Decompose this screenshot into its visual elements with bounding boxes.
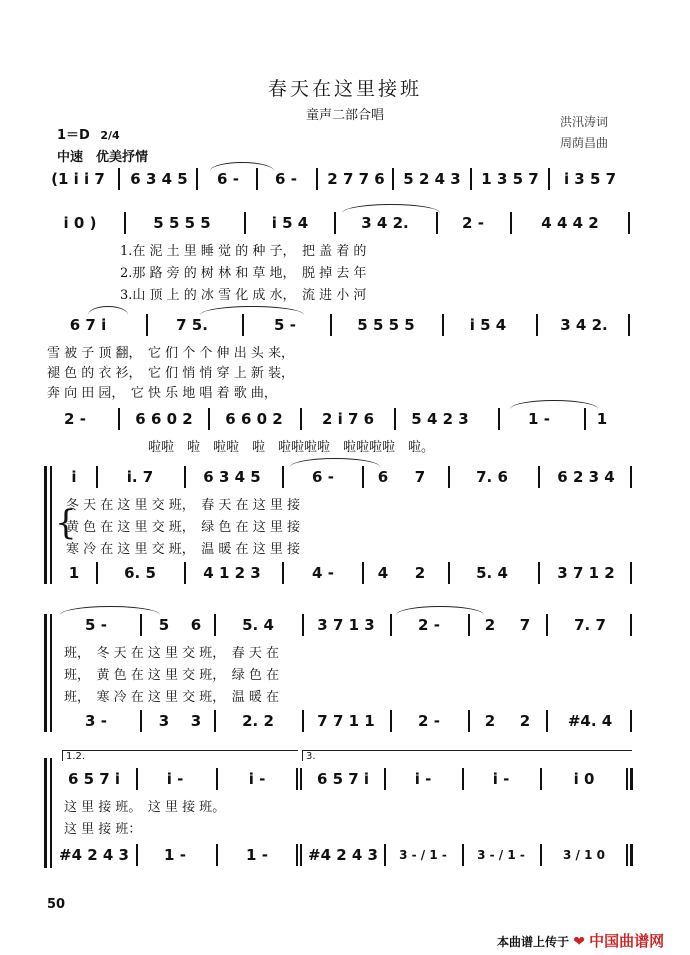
time-signature: 2/4 [100, 129, 120, 142]
measure: 2 [519, 712, 531, 730]
measure: 5. 4 [476, 564, 508, 582]
barline [282, 562, 284, 584]
barline [316, 168, 318, 190]
measure: 3 4 2. [361, 214, 409, 232]
barline [448, 466, 450, 488]
barline [462, 768, 464, 790]
barline [208, 408, 210, 430]
measure: 6 6 0 2 [135, 410, 193, 428]
barline [630, 710, 632, 732]
barline [540, 768, 542, 790]
measure: 7. 6 [476, 468, 508, 486]
measure: 6 6 0 2 [225, 410, 283, 428]
measure: 7 5. [176, 316, 208, 334]
barline [118, 408, 120, 430]
tie [342, 204, 440, 213]
measure: #4. 4 [567, 712, 613, 730]
barline [256, 168, 258, 190]
barline [136, 844, 138, 866]
lyric-line: 奔 向 田 园， 它 快 乐 地 唱 着 歌 曲， [47, 386, 277, 401]
barline [546, 614, 548, 636]
measure: 2 - [462, 214, 484, 232]
barline [302, 614, 304, 636]
measure: #4 2 4 3 [59, 846, 129, 864]
barline [216, 844, 218, 866]
lyric-brace: { [55, 503, 77, 543]
measure: 2. 2 [242, 712, 274, 730]
tie [60, 606, 160, 615]
barline [300, 408, 302, 430]
upload-footer [497, 930, 664, 951]
song-title: 春天在这里接班 [267, 78, 422, 100]
barline [390, 710, 392, 732]
measure: 2 [484, 616, 496, 634]
measure: i 0 [573, 770, 595, 788]
measure: 6 5 7 i [67, 770, 121, 788]
measure: 5 - [274, 316, 296, 334]
lyric-line: 这 里 接 班： [64, 822, 142, 837]
lyric-line: 冬 天 在 这 里 交 班， 春 天 在 这 里 接 [66, 498, 300, 513]
measure: 6 [190, 616, 202, 634]
barline [244, 212, 246, 234]
measure: 2 - [418, 712, 440, 730]
tempo-marking: 中速 优美抒情 [57, 150, 149, 165]
final-barline [626, 768, 628, 790]
lyric-line: 啦啦 啦 啦啦 啦 啦啦啦啦 啦啦啦啦 啦。 [148, 440, 435, 455]
system-bracket [44, 466, 47, 584]
measure: 2 - [64, 410, 86, 428]
tie [510, 400, 598, 409]
measure: i 5 4 [469, 316, 507, 334]
measure: 1 - [246, 846, 268, 864]
lyric-line: 班， 冬 天 在 这 里 交 班， 春 天 在 [64, 646, 280, 661]
measure: 6 - [217, 170, 239, 188]
measure: 3 7 1 3 [317, 616, 375, 634]
lyric-line: 2.那 路 旁 的 树 林 和 草 地， 脱 掉 去 年 [120, 266, 367, 281]
lyric-line: 寒 冷 在 这 里 交 班， 温 暖 在 这 里 接 [66, 542, 300, 557]
measure: 1 [596, 410, 608, 428]
volta-second-ending: 3. [302, 750, 632, 761]
barline [118, 168, 120, 190]
lyric-line: 班， 寒 冷 在 这 里 交 班， 温 暖 在 [64, 690, 280, 705]
barline [394, 408, 396, 430]
measure: 5 5 5 5 [357, 316, 415, 334]
barline [140, 614, 142, 636]
barline [630, 562, 632, 584]
measure: 4 [377, 564, 389, 582]
tie [200, 306, 304, 315]
barline [242, 314, 244, 336]
system-line [50, 466, 52, 584]
lyric-line: 这 里 接 班。 这 里 接 班。 [64, 800, 226, 815]
barline [468, 614, 470, 636]
lyric-line: 雪 被 子 顶 翻， 它 们 个 个 伸 出 头 来， [47, 346, 294, 361]
barline [146, 314, 148, 336]
barline [214, 614, 216, 636]
barline [362, 562, 364, 584]
lyric-line: 褪 色 的 衣 衫， 它 们 悄 悄 穿 上 新 装， [47, 366, 294, 381]
barline [470, 168, 472, 190]
measure: 2 [484, 712, 496, 730]
measure: 7. 7 [574, 616, 606, 634]
lyric-line: 黄 色 在 这 里 交 班， 绿 色 在 这 里 接 [66, 520, 300, 535]
measure: i - [492, 770, 510, 788]
measure: 3 - [85, 712, 107, 730]
measure: i 3 5 7 [563, 170, 617, 188]
measure: i 0 ) [63, 214, 97, 232]
barline [540, 844, 542, 866]
barline [468, 710, 470, 732]
barline [196, 168, 198, 190]
barline [628, 314, 630, 336]
volta-first-ending: 1.2. [62, 750, 298, 761]
measure: 3 [158, 712, 170, 730]
measure: 4 4 4 2 [541, 214, 599, 232]
measure: 7 [519, 616, 531, 634]
barline [184, 562, 186, 584]
lyric-line: 3.山 顶 上 的 冰 雪 化 成 水， 流 进 小 河 [120, 288, 367, 303]
measure: i 5 4 [271, 214, 309, 232]
measure: 3 - / 1 - [477, 848, 525, 862]
measure: 6 3 4 5 [130, 170, 188, 188]
barline [538, 466, 540, 488]
final-barline-thick [630, 844, 633, 866]
page-number: 50 [47, 897, 66, 912]
measure: #4 2 4 3 [308, 846, 378, 864]
measure: 6 5 7 i [316, 770, 370, 788]
measure: 5 [158, 616, 170, 634]
barline [296, 844, 298, 866]
measure: i - [166, 770, 184, 788]
footer-brand[interactable]: 中国曲谱网 [589, 932, 665, 950]
barline [546, 710, 548, 732]
barline [442, 314, 444, 336]
barline [390, 614, 392, 636]
barline [630, 466, 632, 488]
barline [214, 710, 216, 732]
composer-credit: 周荫昌曲 [560, 136, 609, 150]
song-subtitle: 童声二部合唱 [305, 108, 384, 123]
barline [362, 466, 364, 488]
system-line [50, 758, 52, 868]
barline [548, 168, 550, 190]
brand-logo-icon: ❤ [573, 934, 585, 950]
measure: 1 3 5 7 [481, 170, 539, 188]
barline [96, 562, 98, 584]
barline [302, 710, 304, 732]
measure: 5. 4 [242, 616, 274, 634]
barline [140, 710, 142, 732]
barline [136, 768, 138, 790]
barline [384, 844, 386, 866]
measure: 6 - [275, 170, 297, 188]
measure: 3 / 1 0 [563, 848, 605, 862]
system-bracket [44, 614, 47, 732]
measure: 2 - [418, 616, 440, 634]
measure: i [71, 468, 77, 486]
barline [628, 212, 630, 234]
barline [498, 408, 500, 430]
measure: 6 7 i [69, 316, 107, 334]
key-label: 1＝D [57, 128, 90, 143]
lyric-line: 1.在 泥 土 里 睡 觉 的 种 子， 把 盖 着 的 [120, 244, 367, 259]
measure: 1 [68, 564, 80, 582]
measure: 3 - / 1 - [399, 848, 447, 862]
measure: 6 2 3 4 [557, 468, 615, 486]
barline [184, 466, 186, 488]
barline [584, 408, 586, 430]
system-bracket [44, 758, 47, 868]
barline [436, 212, 438, 234]
footer-text: 本曲谱上传于 [497, 935, 570, 949]
barline [448, 562, 450, 584]
tie [290, 458, 380, 467]
measure: 6 3 4 5 [203, 468, 261, 486]
measure: 5 4 2 3 [411, 410, 469, 428]
measure: 6. 5 [124, 564, 156, 582]
tie [396, 606, 484, 615]
barline [510, 212, 512, 234]
barline [124, 212, 126, 234]
barline [282, 466, 284, 488]
barline [334, 212, 336, 234]
barline [392, 168, 394, 190]
measure: 4 - [312, 564, 334, 582]
measure: 6 [377, 468, 389, 486]
barline [536, 314, 538, 336]
system-line [50, 614, 52, 732]
slur [88, 306, 128, 315]
measure: 3 7 1 2 [557, 564, 615, 582]
measure: 1 - [164, 846, 186, 864]
measure: 7 [414, 468, 426, 486]
measure: 2 i 7 6 [321, 410, 375, 428]
measure: 7 7 1 1 [317, 712, 375, 730]
barline [384, 768, 386, 790]
final-barline [626, 844, 628, 866]
measure: 4 1 2 3 [203, 564, 261, 582]
barline [330, 314, 332, 336]
measure: 3 4 2. [560, 316, 608, 334]
measure: (1 i i 7 [51, 170, 105, 188]
barline [462, 844, 464, 866]
measure: 5 2 4 3 [403, 170, 461, 188]
lyricist-credit: 洪汛涛词 [560, 115, 609, 129]
measure: i - [414, 770, 432, 788]
measure: 5 - [85, 616, 107, 634]
barline [296, 768, 298, 790]
barline [630, 614, 632, 636]
measure: 5 5 5 5 [153, 214, 211, 232]
barline [300, 844, 302, 866]
measure: 1 - [528, 410, 550, 428]
barline [216, 768, 218, 790]
tie [210, 162, 274, 171]
barline [96, 466, 98, 488]
barline [300, 768, 302, 790]
measure: i. 7 [126, 468, 154, 486]
final-barline-thick [630, 768, 633, 790]
measure: 6 - [312, 468, 334, 486]
measure: 2 7 7 6 [327, 170, 385, 188]
barline [538, 562, 540, 584]
measure: 2 [414, 564, 426, 582]
key-signature [57, 124, 120, 143]
lyric-line: 班， 黄 色 在 这 里 交 班， 绿 色 在 [64, 668, 280, 683]
measure: 3 [190, 712, 202, 730]
measure: i - [248, 770, 266, 788]
